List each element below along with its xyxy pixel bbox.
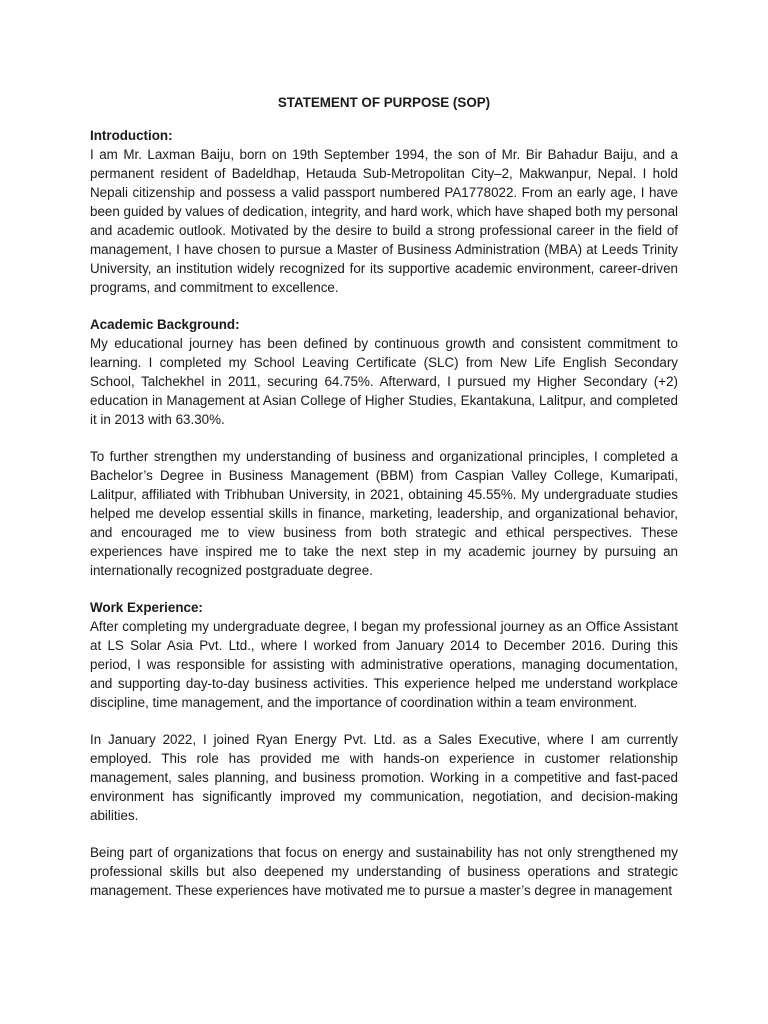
work-paragraph-1: After completing my undergraduate degree, I began my professional journey as an Office Assistant at LS Solar Asia Pvt. Ltd., where I worked from January 2014 to December 2016. During this period, I was responsible for assisting with administrative operations, managing documentation, and supporting day-to-day business activities. This experience helped me understand workplace discipline, time management, and the importance of coordination within a team environment. — [90, 619, 678, 710]
section-heading-academic-background: Academic Background: — [90, 317, 240, 332]
document-page — [90, 93, 678, 900]
introduction-paragraph-1: I am Mr. Laxman Baiju, born on 19th September 1994, the son of Mr. Bir Bahadur Baiju, and a permanent resident of Badeldhap, Hetauda Sub-Metropolitan City–2, Makwanpur, Nepal. I hold Nepali citizenship and possess a valid passport numbered PA1778022. From an early age, I have been guided by values of dedication, integrity, and hard work, which have shaped both my personal and academic outlook. Motivated by the desire to build a strong professional career in the field of management, I have chosen to pursue a Master of Business Administration (MBA) at Leeds Trinity University, an institution widely recognized for its supportive academic environment, career-driven programs, and commitment to excellence. — [90, 147, 678, 295]
section-introduction — [90, 126, 678, 297]
section-academic-background — [90, 315, 678, 580]
work-paragraph-3: Being part of organizations that focus on energy and sustainability has not only strengthened my professional skills but also deepened my understanding of business operations and strategic management. These experiences have motivated me to pursue a master’s degree in management — [90, 845, 678, 898]
section-work-experience — [90, 598, 678, 900]
document-title: STATEMENT OF PURPOSE (SOP) — [277, 95, 491, 110]
work-paragraph-2: In January 2022, I joined Ryan Energy Pvt. Ltd. as a Sales Executive, where I am currently employed. This role has provided me with hands-on experience in customer relationship management, sales planning, and business promotion. Working in a competitive and fast-paced environment has significantly improved my communication, negotiation, and decision-making abilities. — [90, 732, 678, 823]
academic-paragraph-1: My educational journey has been defined by continuous growth and consistent commitment to learning. I completed my School Leaving Certificate (SLC) from New Life English Secondary School, Talchekhel in 2011, securing 64.75%. Afterward, I pursued my Higher Secondary (+2) education in Management at Asian College of Higher Studies, Ekantakuna, Lalitpur, and completed it in 2013 with 63.30%. — [90, 336, 678, 427]
section-heading-work-experience: Work Experience: — [90, 600, 203, 615]
section-heading-introduction: Introduction: — [90, 128, 173, 143]
academic-paragraph-2: To further strengthen my understanding of business and organizational principles, I completed a Bachelor’s Degree in Business Management (BBM) from Caspian Valley College, Kumaripati, Lalitpur, affiliated with Tribhuban University, in 2021, obtaining 45.55%. My undergraduate studies helped me develop essential skills in finance, marketing, leadership, and organizational behavior, and encouraged me to view business from both strategic and ethical perspectives. These experiences have inspired me to take the next step in my academic journey by pursuing an internationally recognized postgraduate degree. — [90, 449, 678, 578]
